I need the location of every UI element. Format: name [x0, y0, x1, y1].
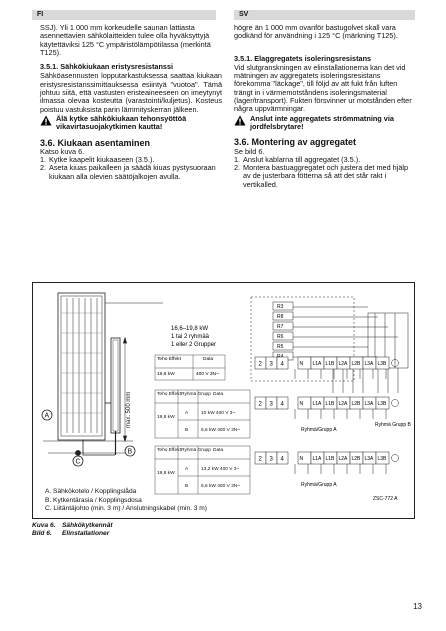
terminal-number: 3 [269, 456, 273, 463]
wiring-diagram [33, 283, 414, 518]
table-1-head-power: Teho Effekt [157, 357, 181, 362]
terminal-label: L2A [338, 401, 348, 407]
terminal-number: 2 [258, 361, 262, 368]
table-1-head-data: Data [203, 357, 214, 362]
svg-text:Data: Data [213, 392, 224, 397]
relay-label: R5 [277, 344, 284, 350]
sv-steps-list [234, 156, 415, 189]
terminal-label: L2B [351, 361, 361, 367]
earth-terminal [392, 400, 399, 407]
fi-steps-list [40, 156, 222, 181]
fi-section-36-intro: Katso kuva 6. [40, 146, 85, 156]
caption-fi-text: Sähkökytkennät [62, 522, 113, 529]
terminal-label: N [299, 401, 304, 407]
fi-warning-text: Älä kytke sähkökiukaan tehonsyöttöä vikavirtasuojakytkimen kautta! [56, 113, 187, 132]
legend-item-a: A. Sähkökotelo / Kopplingslåda [45, 488, 137, 495]
terminal-label: L3A [364, 401, 374, 407]
svg-text:B: B [127, 448, 133, 456]
relay-label: R6 [277, 334, 284, 340]
sv-intro-paragraph: högre än 1 000 mm ovanför bastugolvet skall vara godkänd för användning i 125 °C (märkning T125). [234, 23, 398, 41]
terminal-number: 2 [258, 401, 262, 408]
fi-warning [40, 115, 222, 132]
terminal-label: L1B [325, 361, 335, 367]
svg-text:6,6 kW 400 V 3N~: 6,6 kW 400 V 3N~ [201, 428, 241, 433]
list-item: 2. Montera bastuaggregatet och justera det med hjälp av de justerbara fötterna så att det står rakt i vertikalled. [234, 164, 415, 189]
sv-column [234, 24, 415, 189]
terminal-row-1 [255, 357, 399, 379]
svg-text:Teho Effekt: Teho Effekt [157, 448, 181, 453]
svg-text:Ryhmä Grupp: Ryhmä Grupp [181, 448, 211, 453]
group-a3-label: Ryhmä/Grupp A [301, 482, 337, 488]
page-number: 13 [413, 602, 422, 611]
fi-step-2: Aseta kiuas paikalleen ja säädä kiuas pystysuoraan kiukaan alla olevien säätöjalkojen avulla. [49, 163, 216, 181]
terminal-label: L2B [351, 401, 361, 407]
sv-warning-text: Anslut inte aggregatets strömmatning via jordfelsbrytare! [250, 113, 394, 131]
svg-text:A: A [185, 467, 189, 472]
sv-step-1: Anslut kablarna till aggregatet (3.5.). [243, 154, 361, 164]
terminal-label: L3B [377, 401, 387, 407]
svg-text:B: B [185, 484, 189, 489]
terminal-row-3 [255, 452, 399, 474]
sv-section-36-title: 3.6. Montering av aggregatet [234, 137, 357, 148]
dimension-label: max. 500 mm [126, 391, 132, 428]
table-2 [157, 391, 240, 433]
terminal-label: L3A [364, 361, 374, 367]
svg-text:B: B [185, 428, 189, 433]
terminal-label: N [299, 456, 304, 462]
wiring-figure [32, 282, 415, 519]
fi-section-351-body: Sähköasennusten lopputarkastuksessa saattaa kiukaan eristysresistanssimittauksessa esiintyä "vuotoa". Tämä johtuu siitä, että vastusten eristeaineeseen on imeytynyt ilmassa olevaa kosteutta (varastointi/kuljetus). Kosteus poistuu vastuksista parin lämmityskerran jälkeen. [40, 71, 222, 114]
fi-column [40, 24, 222, 181]
marker-b [125, 446, 135, 456]
group-b-label: Ryhmä Grupp B [375, 422, 411, 428]
relay-label: R3 [277, 304, 284, 310]
sv-language-tab [234, 10, 415, 20]
list-item: 2. Aseta kiuas paikalleen ja säädä kiuas pystysuoraan kiukaan alla olevien säätöjalkojen avulla. [40, 164, 222, 181]
fi-step-1: Kytke kaapelit kiukaaseen (3.5.). [49, 155, 155, 165]
relay-label: R7 [277, 324, 284, 330]
phase-label-sv: 1 eller 2 Grupper [171, 342, 217, 348]
terminal-label: L3B [377, 361, 387, 367]
terminal-label: L2A [338, 361, 348, 367]
table-1-data: 400 V 3N~ [196, 372, 219, 377]
marker-c [73, 456, 83, 466]
sv-section-351-title: 3.5.1. Elaggregatets isoleringsresistans [234, 53, 372, 63]
sv-section-351-body: Vid slutgranskningen av elinstallationerna kan det vid mätningen av aggregatets isoleringsresistans förekomma "läckage", till följd av att fukt från luften trängt in i värmemotståndens isoleringsmaterial (lager/transport). Fukten försvinner ur motstånden efter några uppvärmningar. [234, 62, 412, 114]
terminal-number: 4 [280, 361, 284, 368]
sv-step-2: Montera bastuaggregatet och justera det med hjälp av de justerbara fötterna så att det står rakt i vertikalled. [243, 163, 409, 189]
warning-icon [40, 115, 52, 126]
svg-text:10 kW 400 V 3~: 10 kW 400 V 3~ [201, 411, 236, 416]
figure-code: ZSC-772 A [373, 496, 398, 502]
table-3 [157, 447, 240, 489]
figure-legend [45, 488, 207, 514]
terminal-label: L1B [325, 401, 335, 407]
fi-intro-paragraph: SSJ). Yli 1 000 mm korkeudelle saunan lattiasta asennettavien sähkölaitteiden tulee olla hyväksyttyjä käytettäviksi 125 °C ympäristölämpötilassa (merkintä T125). [40, 23, 211, 57]
terminal-label: L1B [325, 456, 335, 462]
fi-section-351-title: 3.5.1. Sähkökiukaan eristysresistanssi [40, 62, 174, 72]
relay-block [273, 302, 293, 360]
svg-text:6,6 kW 400 V 3N~: 6,6 kW 400 V 3N~ [201, 484, 241, 489]
power-label: 16,6–19,8 kW [171, 326, 209, 332]
fi-language-tab [32, 10, 216, 20]
sv-tab-label: SV [239, 11, 249, 18]
svg-text:Ryhmä Grupp: Ryhmä Grupp [181, 392, 211, 397]
fi-tab-label: FI [37, 11, 44, 18]
terminal-number: 2 [258, 456, 262, 463]
terminal-number: 4 [280, 456, 284, 463]
group-a-label: Ryhmä/Grupp A [301, 427, 337, 433]
list-item: 1. Kytke kaapelit kiukaaseen (3.5.). [40, 155, 155, 165]
sv-warning [234, 115, 415, 132]
terminal-label: L2B [351, 456, 361, 462]
terminal-number: 4 [280, 401, 284, 408]
caption-fi-number: Kuva 6. [32, 522, 56, 529]
terminal-label: L1A [312, 401, 322, 407]
sv-section-36-intro: Se bild 6. [234, 146, 265, 156]
terminal-label: L2A [338, 456, 348, 462]
figure-caption [32, 522, 113, 537]
terminal-number: 3 [269, 361, 273, 368]
svg-text:19,8 kW: 19,8 kW [157, 415, 175, 420]
list-item: 1. Anslut kablarna till aggregatet (3.5.). [234, 154, 361, 164]
caption-sv-number: Bild 6. [32, 529, 52, 537]
svg-text:Data: Data [213, 448, 224, 453]
marker-a [42, 410, 52, 420]
caption-sv-text: Elinstallationer [62, 529, 110, 537]
phase-label-fi: 1 tai 2 ryhmää [171, 334, 210, 340]
heater-illustration [43, 293, 163, 456]
terminal-label: L1A [312, 456, 322, 462]
terminal-label: N [299, 361, 304, 367]
svg-text:A: A [185, 411, 189, 416]
relay-label: R8 [277, 314, 284, 320]
svg-text:19,8 kW: 19,8 kW [157, 471, 175, 476]
svg-text:13,2 kW 400 V 3~: 13,2 kW 400 V 3~ [201, 467, 240, 472]
svg-text:A: A [44, 412, 50, 420]
svg-text:Teho Effekt: Teho Effekt [157, 392, 181, 397]
warning-icon [234, 115, 246, 126]
table-1-power: 16,6 kW [157, 372, 175, 377]
fi-section-36-title: 3.6. Kiukaan asentaminen [40, 137, 151, 148]
terminal-row-2 [255, 397, 399, 419]
terminal-number: 3 [269, 401, 273, 408]
legend-item-b: B. Kytkentärasia / Kopplingsdosa [45, 496, 142, 504]
terminal-label: L3A [364, 456, 374, 462]
terminal-label: L3B [377, 456, 387, 462]
svg-text:C: C [75, 458, 81, 466]
earth-terminal [392, 455, 399, 462]
terminal-label: L1A [312, 361, 322, 367]
legend-item-c: C. Liitäntäjohto (min. 3 m) / Anslutningskabel (min. 3 m) [45, 505, 207, 513]
